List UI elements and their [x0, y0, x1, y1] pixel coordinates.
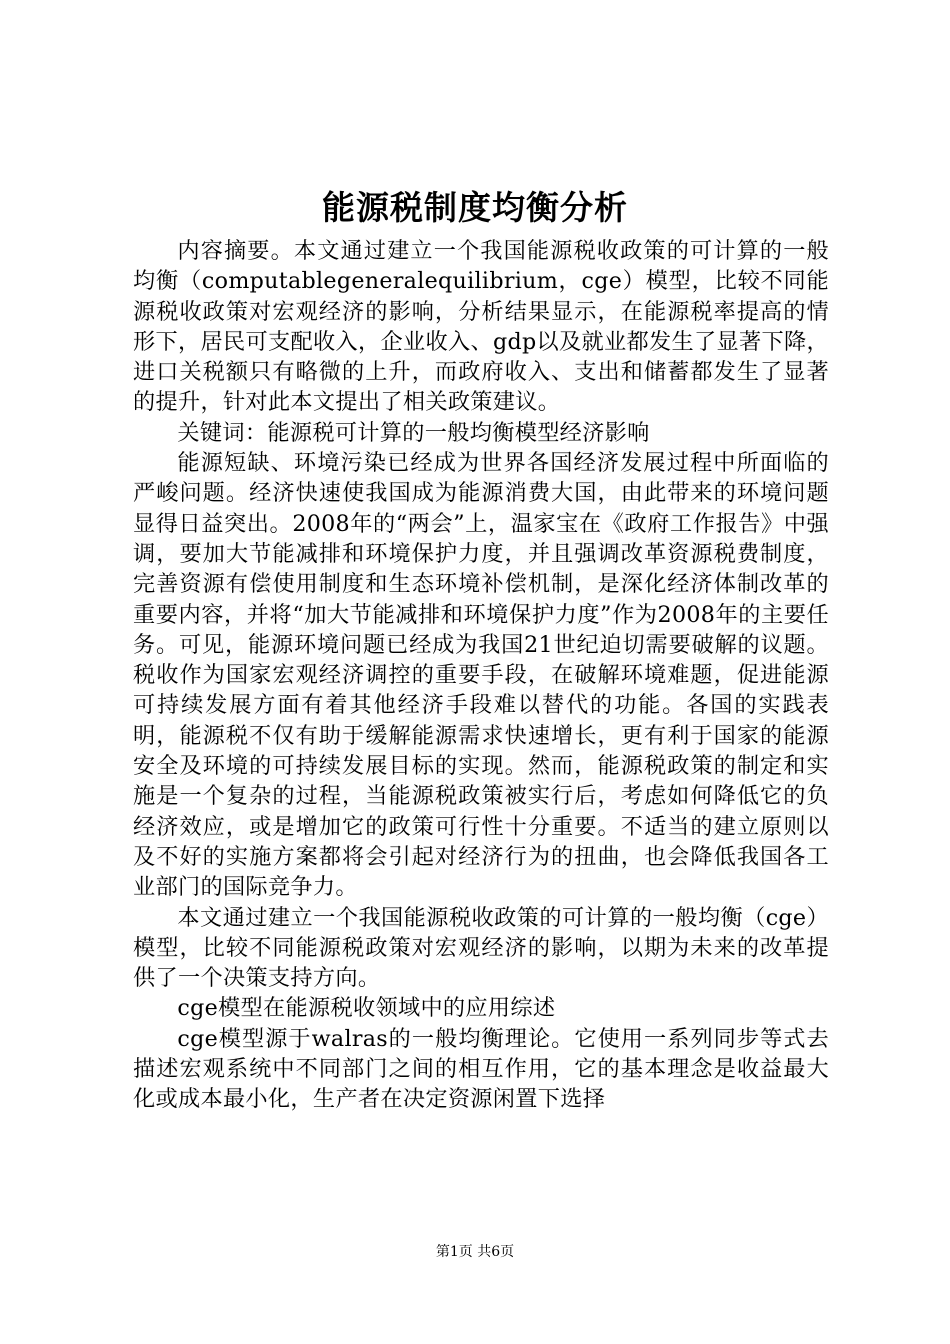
abstract-paragraph: 内容摘要。本文通过建立一个我国能源税收政策的可计算的一般均衡（computablegeneralequilibrium，cge）模型，比较不同能源税收政策对宏观经济的影响，分析结果显示，在能源税率提高的情形下，居民可支配收入，企业收入、gdp以及就业都发生了显著下降，进口关税额只有略微的上升，而政府收入、支出和储蓄都发生了显著的提升，针对此本文提出了相关政策建议。	[133, 238, 829, 416]
body-paragraph: cge模型源于walras的一般均衡理论。它使用一系列同步等式去描述宏观系统中不同部门之间的相互作用，它的基本理念是收益最大化或成本最小化，生产者在决定资源闲置下选择	[133, 1025, 829, 1113]
document-body	[133, 236, 829, 1115]
keywords-paragraph: 关键词：能源税可计算的一般均衡模型经济影响	[177, 419, 650, 446]
page-footer: 第1页 共6页	[435, 1244, 515, 1260]
section-heading: cge模型在能源税收领域中的应用综述	[177, 995, 556, 1022]
body-paragraph: 本文通过建立一个我国能源税收政策的可计算的一般均衡（cge）模型，比较不同能源税政策对宏观经济的影响，以期为未来的改革提供了一个决策支持方向。	[133, 904, 829, 992]
body-paragraph: 能源短缺、环境污染已经成为世界各国经济发展过程中所面临的严峻问题。经济快速使我国成为能源消费大国，由此带来的环境问题显得日益突出。2008年的“两会”上，温家宝在《政府工作报告》中强调，要加大节能减排和环境保护力度，并且强调改革资源税费制度，完善资源有偿使用制度和生态环境补偿机制，是深化经济体制改革的重要内容，并将“加大节能减排和环境保护力度”作为2008年的主要任务。可见，能源环境问题已经成为我国21世纪迫切需要破解的议题。税收作为国家宏观经济调控的重要手段，在破解环境难题，促进能源可持续发展方面有着其他经济手段难以替代的功能。各国的实践表明，能源税不仅有助于缓解能源需求快速增长，更有利于国家的能源安全及环境的可持续发展目标的实现。然而，能源税政策的制定和实施是一个复杂的过程，当能源税政策被实行后，考虑如何降低它的负经济效应，或是增加它的政策可行性十分重要。不适当的建立原则以及不好的实施方案都将会引起对经济行为的扭曲，也会降低我国各工业部门的国际竞争力。	[133, 450, 829, 901]
document-title: 能源税制度均衡分析	[322, 188, 628, 227]
